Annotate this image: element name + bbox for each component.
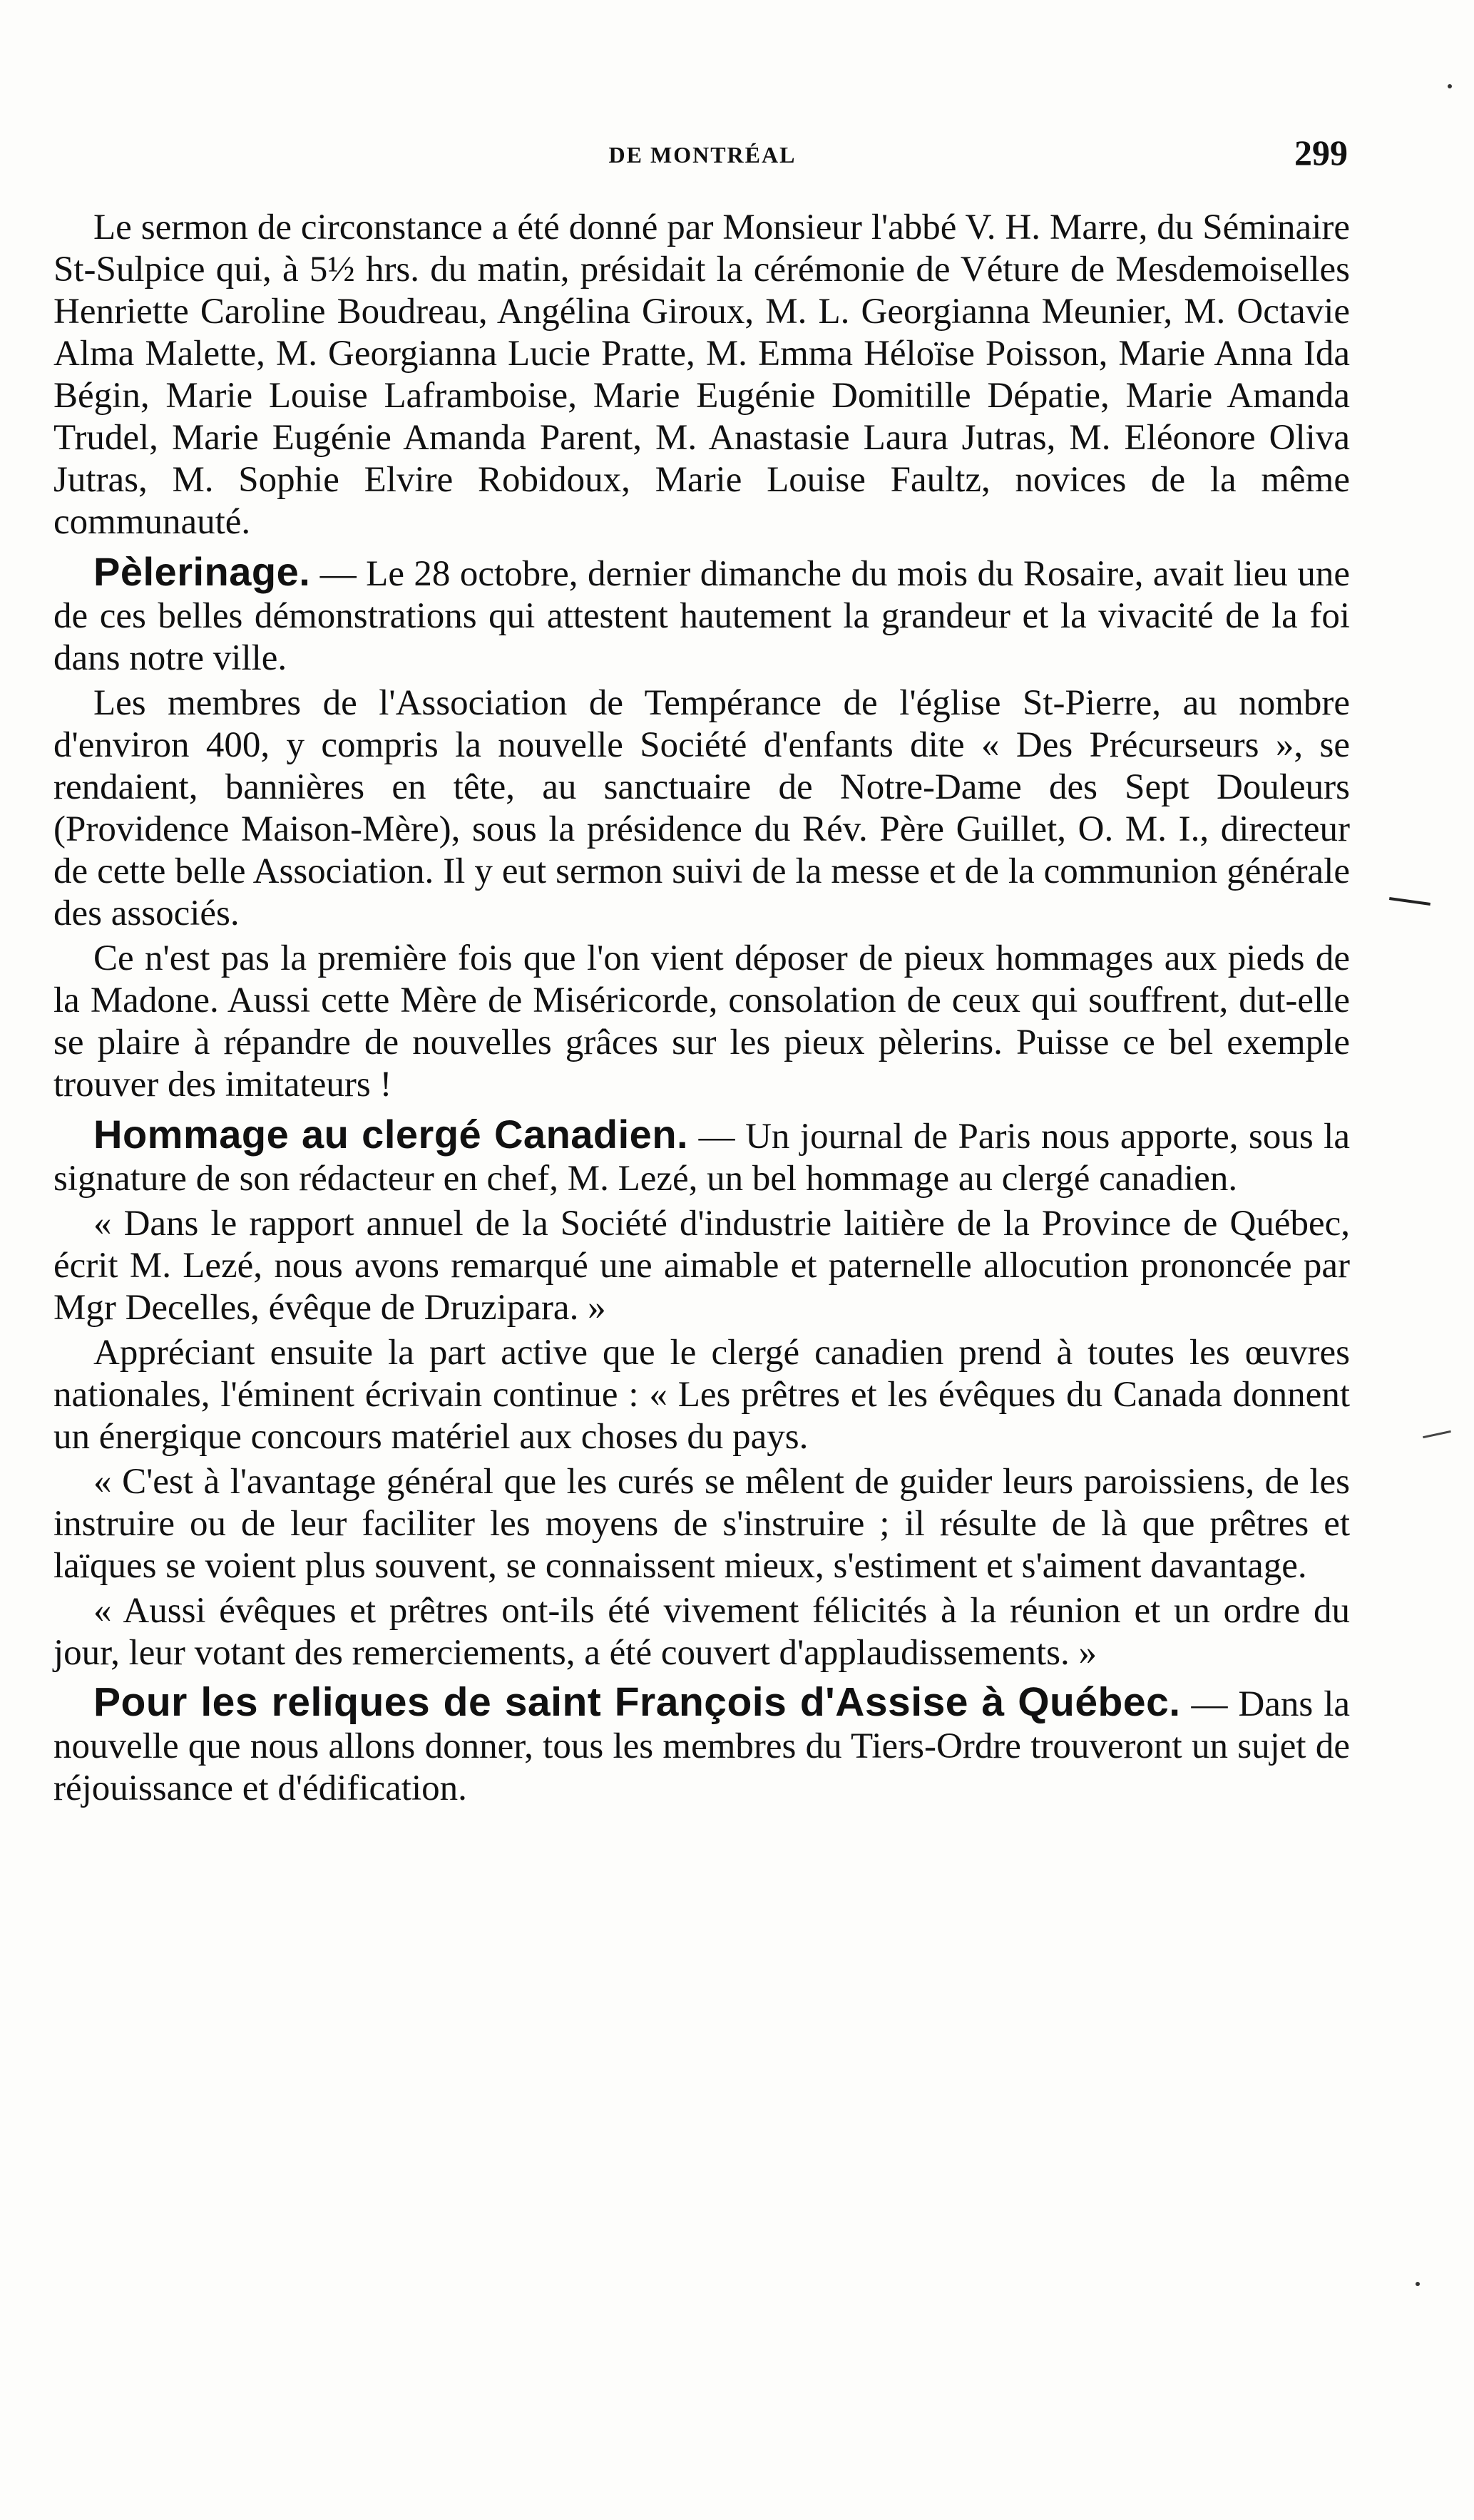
section-title-reliques: Pour les reliques de saint François d'Assise à Québec. [93, 1679, 1181, 1725]
paragraph-felicites [53, 1590, 1350, 1674]
paragraph-text: Les membres de l'Association de Tempérance de l'église St-Pierre, au nombre d'environ 400, y compris la nouvelle Société d'enfants dite « Des Précurseurs », se rendaient, bannières en tête, au sanctuaire de Notre-Dame des Sept Douleurs (Providence Maison-Mère), sous la présidence du Rév. Père Guillet, O. M. I., directeur de cette belle Association. Il y eut sermon suivi de la messe et de la communion générale des associés. [53, 683, 1350, 933]
paragraph-text: Ce n'est pas la première fois que l'on vient déposer de pieux hommages aux pieds de la Madone. Aussi cette Mère de Miséricorde, consolation de ceux qui souffrent, dut-elle se plaire à répandre de nouvelles grâces sur les pieux pèlerins. Puisse ce bel exemple trouver des imitateurs ! [53, 938, 1350, 1105]
paragraph-text: — Dans la nouvelle que nous allons donner, tous les membres du Tiers-Ordre trouveront un sujet de réjouissance et d'édification. [53, 1684, 1351, 1808]
paragraph-rapport [53, 1203, 1350, 1329]
paragraph-text: « Aussi évêques et prêtres ont-ils été vivement félicités à la réunion et un ordre du jour, leur votant des remerciements, a été couvert d'applaudissements. » [53, 1591, 1350, 1673]
margin-mark [1423, 1430, 1451, 1438]
paragraph-madone [53, 938, 1350, 1106]
section-hommage [53, 1113, 1350, 1200]
paragraph-text: « Dans le rapport annuel de la Société d'industrie laitière de la Province de Québec, écrit M. Lezé, nous avons remarqué une aimable et paternelle allocution prononcée par Mgr Decelles, évêque de Druzipara. » [53, 1204, 1350, 1328]
margin-mark [1389, 897, 1431, 906]
paragraph-veture [53, 207, 1350, 543]
paragraph-text: — Le 28 octobre, dernier dimanche du mois du Rosaire, avait lieu une de ces belles démonstrations qui attestent hautement la grandeur et la vivacité de la foi dans notre ville. [53, 554, 1350, 678]
paragraph-association [53, 682, 1350, 935]
paragraph-avantage [53, 1461, 1350, 1587]
running-head: DE MONTRÉAL [608, 142, 797, 168]
print-speck [1416, 2282, 1420, 2286]
paragraph-text: « C'est à l'avantage général que les curés se mêlent de guider leurs paroissiens, de les instruire ou de leur faciliter les moyens de s'instruire ; il résulte de là que prêtres et laïques se voient plus souvent, se connaissent mieux, s'estiment et s'aiment davantage. [53, 1462, 1350, 1586]
section-title-pelerinage: Pèlerinage. [93, 549, 311, 594]
section-pelerinage [53, 550, 1350, 680]
page-header [57, 132, 1348, 189]
article-body [53, 207, 1350, 1813]
paragraph-text: Le sermon de circonstance a été donné par Monsieur l'abbé V. H. Marre, du Séminaire St-Sulpice qui, à 5½ hrs. du matin, présidait la cérémonie de Véture de Mesdemoiselles Henriette Caroline Boudreau, Angélina Giroux, M. L. Georgianna Meunier, M. Octavie Alma Malette, M. Georgianna Lucie Pratte, M. Emma Héloïse Poisson, Marie Anna Ida Bégin, Marie Louise Laframboise, Marie Eugénie Domitille Dépatie, Marie Amanda Trudel, Marie Eugénie Amanda Parent, M. Anastasie Laura Jutras, M. Eléonore Oliva Jutras, M. Sophie Elvire Robidoux, Marie Louise Faultz, novices de la même communauté. [53, 208, 1350, 542]
page-number: 299 [1294, 133, 1348, 173]
print-speck [1448, 84, 1452, 88]
paragraph-text: — Un journal de Paris nous apporte, sous la signature de son rédacteur en chef, M. Lezé, un bel hommage au clergé canadien. [53, 1117, 1350, 1199]
section-title-hommage: Hommage au clergé Canadien. [93, 1112, 689, 1157]
paragraph-text: Appréciant ensuite la part active que le clergé canadien prend à toutes les œuvres nationales, l'éminent écrivain continue : « Les prêtres et les évêques du Canada donnent un énergique concours matériel aux choses du pays. [53, 1333, 1350, 1457]
paragraph-appreciant [53, 1332, 1350, 1458]
section-reliques [53, 1681, 1350, 1810]
